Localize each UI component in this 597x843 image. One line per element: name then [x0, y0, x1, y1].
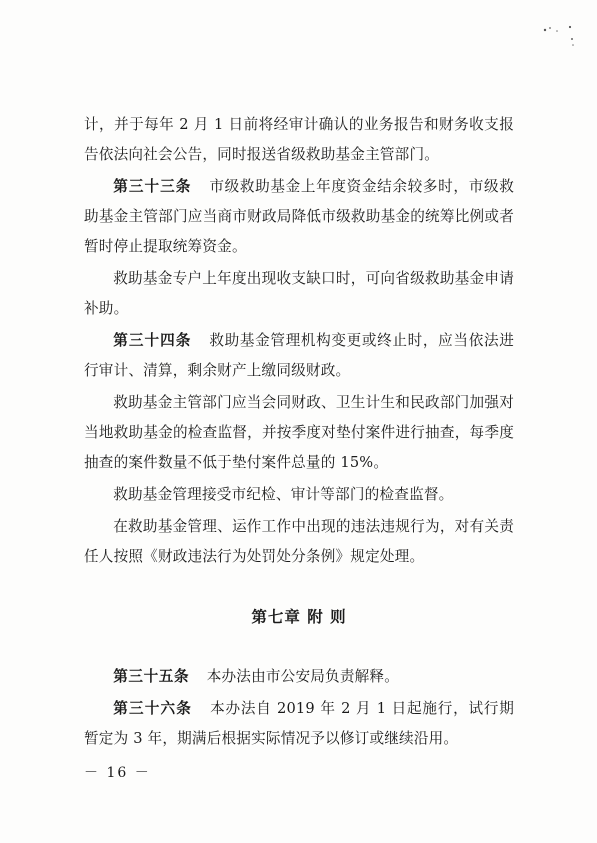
article-heading: 第三十五条 [113, 668, 190, 685]
scan-speck-marks [537, 18, 577, 48]
article-heading: 第三十四条 [113, 332, 192, 349]
article-heading: 第三十三条 [113, 178, 192, 195]
article-33 [84, 172, 514, 262]
paragraph-text: 救助基金管理机构变更或终止时，应当依法进行审计、清算，剩余财产上缴同级财政。 [84, 332, 514, 379]
paragraph-text: 市级救助基金上年度资金结余较多时，市级救助基金主管部门应当商市财政局降低市级救助基金的统筹比例或者暂时停止提取统筹资金。 [84, 178, 514, 255]
paragraph [84, 480, 514, 510]
article-35 [84, 662, 514, 692]
paragraph-text: 在救助基金管理、运作工作中出现的违法违规行为，对有关责任人按照《财政违法行为处罚处分条例》规定处理。 [84, 518, 514, 565]
paragraph-text: 救助基金专户上年度出现收支缺口时，可向省级救助基金申请补助。 [84, 270, 514, 317]
paragraph-text: 救助基金主管部门应当会同财政、卫生计生和民政部门加强对当地救助基金的检查监督，并按季度对垫付案件进行抽查，每季度抽查的案件数量不低于垫付案件总量的 15%。 [84, 394, 514, 471]
paragraph [84, 512, 514, 572]
paragraph-text: 计，并于每年 2 月 1 日前将经审计确认的业务报告和财务收支报告依法向社会公告，同时报送省级救助基金主管部门。 [84, 116, 514, 163]
article-heading: 第三十六条 [113, 700, 193, 717]
paragraph-text: 本办法自 2019 年 2 月 1 日起施行，试行期暂定为 3 年，期满后根据实际情况予以修订或继续沿用。 [84, 700, 514, 747]
paragraph [84, 110, 514, 170]
paragraph-text: 救助基金管理接受市纪检、审计等部门的检查监督。 [113, 486, 454, 503]
paragraph [84, 264, 514, 324]
document-body [84, 110, 514, 754]
chapter-title: 第七章 附 则 [251, 608, 347, 626]
paragraph [84, 388, 514, 478]
article-34 [84, 326, 514, 386]
paragraph-text: 本办法由市公安局负责解释。 [206, 668, 400, 685]
article-36 [84, 694, 514, 754]
page-number: － 16 － [84, 765, 151, 781]
